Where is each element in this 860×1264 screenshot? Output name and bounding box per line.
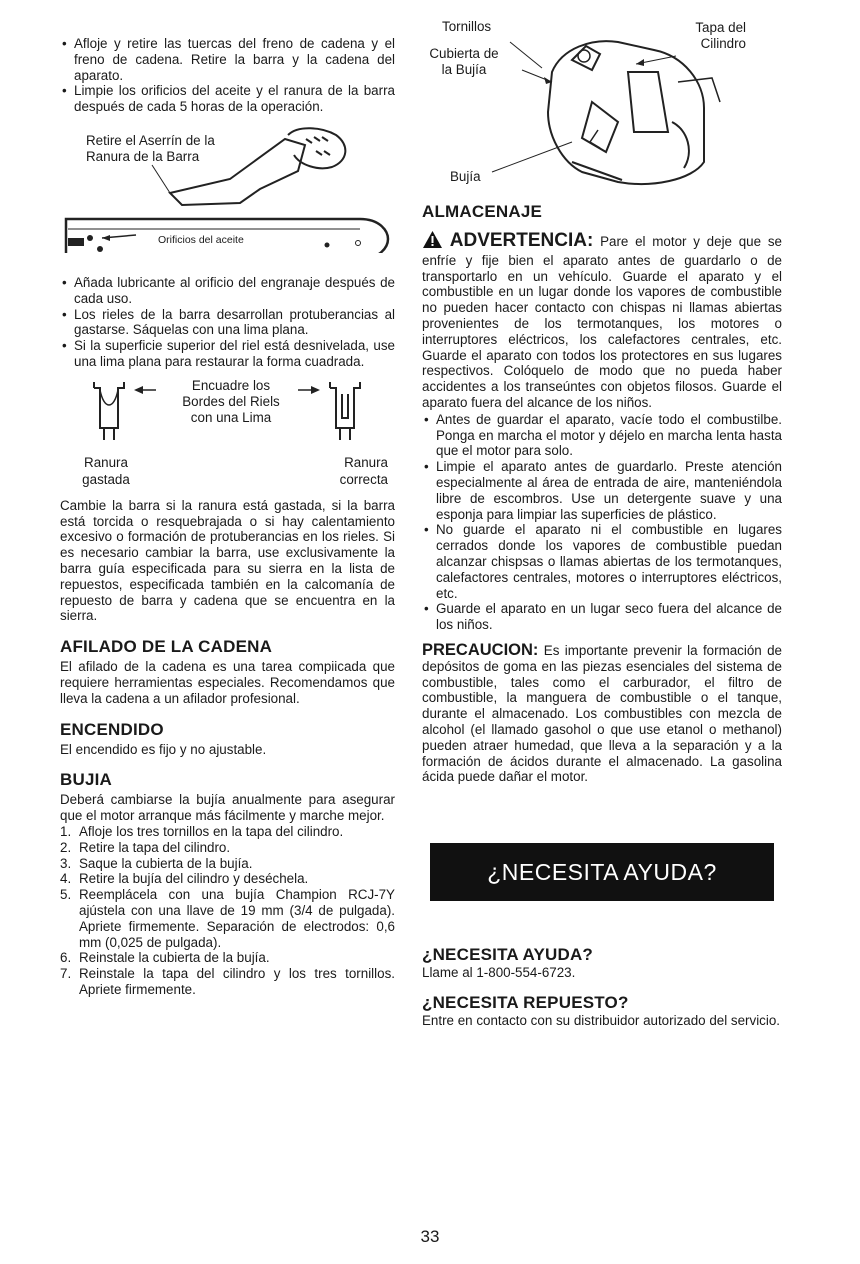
sharpening-heading: AFILADO DE LA CADENA — [60, 637, 273, 657]
sawdust-label: Retire el Aserrín de la Ranura de la Barra — [86, 132, 215, 164]
screws-label: Tornillos — [442, 19, 492, 34]
spark-plug-figure — [422, 12, 782, 188]
ignition-text: El encendido es fijo y no ajustable. — [60, 741, 267, 757]
warning-label: ADVERTENCIA: — [449, 230, 594, 251]
list-item: • Añada lubricante al orificio del engranaje después de cada uso. — [60, 275, 395, 307]
caution-text: Es importante prevenir la formación de depósitos de goma en las piezas esenciales del sistema de combustible, tales como el carburador, el filtro de combustible, la manguera de combustible o el tanque, durante el almacenado. Los combustibles con mezcla de alcohol (el llamado gasohol o que use etanol o methanol) pueden atraer humedad, que lleva a la separación y a la formación de ácidos durante el almacenado. La gasolina ácida puede dañar el motor. — [422, 642, 782, 785]
storage-bullets — [422, 412, 782, 633]
parts-heading: ¿NECESITA REPUESTO? — [422, 992, 629, 1012]
oil-holes-label: Orificios del aceite — [158, 233, 244, 246]
caution-label: PRECAUCION: — [422, 640, 539, 659]
bar-maintenance-bullets — [60, 275, 395, 370]
bar-removal-bullets — [60, 36, 395, 115]
right-column — [422, 19, 782, 1029]
warning-paragraph — [422, 230, 782, 411]
spark-plug-steps — [60, 824, 395, 998]
cylinder-cover-label: Tapa del Cilindro — [695, 20, 746, 51]
list-item: • Si la superficie superior del riel está desnivelada, use una lima plana para restaurar la forma cuadrada. — [60, 338, 395, 370]
page-number: 33 — [420, 1227, 440, 1246]
ignition-heading: ENCENDIDO — [60, 719, 164, 739]
list-item: • Guarde el aparato en un lugar seco fuera del alcance de los niños. — [422, 601, 782, 633]
bar-groove-figure — [60, 121, 395, 253]
list-item: • Limpie los orificios del aceite y el ranura de la barra después de cada 5 horas de la operación. — [60, 83, 395, 115]
sharpening-text: El afilado de la cadena es una tarea compiicada que requiere herramientas especiales. Recomendamos que lleva la cadena a un afilador profesional. — [60, 659, 395, 706]
list-item: • Limpie el aparato antes de guardarlo. Preste atención especialmente al área de entrada de aire, manteniéndola libre de escombros. Use un detergente suave y una esponja para limpiar las superficies de plástico. — [422, 459, 782, 522]
list-item: 2. Retire la tapa del cilindro. — [60, 839, 231, 855]
list-item: 3. Saque la cubierta de la bujía. — [60, 855, 253, 871]
spark-plug-text: Deberá cambiarse la bujía anualmente para asegurar que el motor arranque más fácilmente y marche mejor. — [60, 792, 395, 824]
correct-groove-label: Ranura correcta — [339, 454, 388, 487]
spark-plug-label: Bujía — [450, 169, 481, 184]
list-item: • Los rieles de la barra desarrollan protuberancias al gastarse. Sáquelas con una lima plana. — [60, 307, 395, 339]
list-item: 7. Reinstale la tapa del cilindro y los tres tornillos. Apriete firmemente. — [60, 966, 395, 997]
list-item: • No guarde el aparato ni el combustible en lugares cerrados donde los vapores de combustible puedan alcanzar chispsas o llamas abiertas de los termotanques, calefactores centrales, motores o interruptores eléctricos, etc. — [422, 522, 782, 601]
help-banner: ¿NECESITA AYUDA? — [430, 843, 774, 901]
plug-cover-label: Cubierta de la Bujía — [429, 46, 499, 77]
list-item: 6. Reinstale la cubierta de la bujía. — [60, 950, 270, 966]
caution-paragraph — [422, 640, 782, 785]
file-edges-label: Encuadre los Bordes del Riels con una Lima — [182, 377, 280, 425]
bar-replacement-paragraph: Cambie la barra si la ranura está gastada, si la barra está torcida o resquebrajada o si hay calentamiento excesivo o formación de protuberancias en los rieles. Si es necesario cambiar la barra, use exclusivamente la barra guía especificada para su sierra en la lista de repuestos, especificada también en la calcomanía de repuesto de barra y cadena que se encuentra en la sierra. — [60, 497, 395, 624]
worn-groove-label: Ranura gastada — [82, 454, 130, 487]
storage-heading: ALMACENAJE — [422, 202, 543, 221]
list-item: 5. Reemplácela con una bujía Champion RCJ-7Y ajústela con una llave de 19 mm (3/4 de pulgada). Apriete firmemente. Separación de electrodos: 0,6 mm (0,025 de pulgada). — [60, 887, 395, 950]
list-item: • Afloje y retire las tuercas del freno de cadena y el freno de cadena. Retire la barra y la cadena del aparato. — [60, 36, 395, 83]
help-phone: Llame al 1-800-554-6723. — [422, 965, 576, 981]
rail-groove-figure — [60, 378, 395, 494]
list-item: • Antes de guardar el aparato, vacíe todo el combustilbe. Ponga en marcha el motor y déjelo en marcha lenta hasta que el motor para solo. — [422, 412, 782, 459]
left-column — [60, 36, 395, 998]
list-item: 4. Retire la bujía del cilindro y deséchela. — [60, 871, 309, 887]
parts-text: Entre en contacto con su distribuidor autorizado del servicio. — [422, 1012, 781, 1028]
help-heading: ¿NECESITA AYUDA? — [422, 945, 594, 965]
warning-text: Pare el motor y deje que se enfríe y fije bien el aparato antes de guardarlo o de transportarlo en un vehículo. Guarde el aparato y el combustible en un lugar donde los vapores de combustible no pueden hacer contacto con chispas ni llamas abiertas provenientes de los termotanques, los motores o interruptores eléctricos, los calefactores centrales, etc. Guarde el aparato con todos los protectores en sus lugares respectivos. Colóquelo de modo que no pueda haber accidentes a los transeúntes con objetos filosos. Guarde el aparato fuera del alcance de los niños. — [422, 234, 782, 410]
spark-plug-heading: BUJIA — [60, 770, 113, 790]
warning-triangle-icon — [422, 230, 443, 253]
list-item: 1. Afloje los tres tornillos en la tapa del cilindro. — [60, 823, 344, 839]
